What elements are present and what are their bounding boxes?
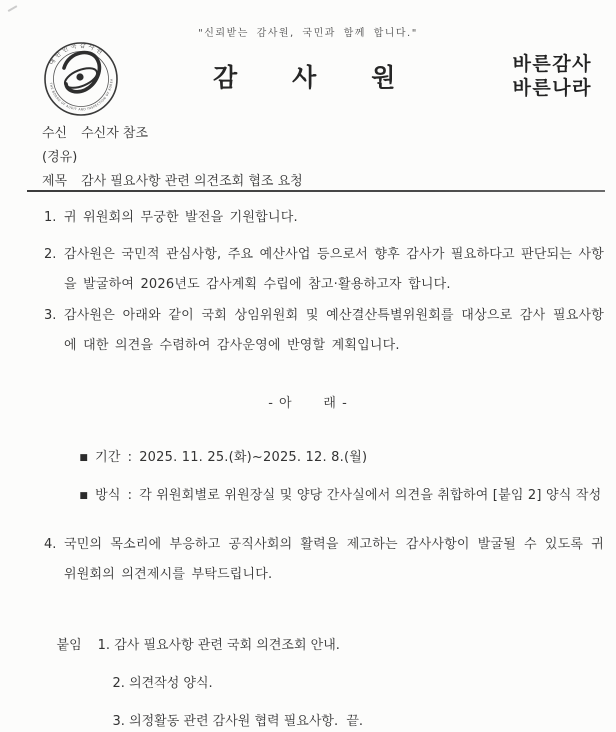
seal-center-symbol (62, 53, 100, 92)
svg-text:THE BOARD OF AUDIT AND INSPECT: THE BOARD OF AUDIT AND INSPECTION OF KOREA (48, 78, 114, 112)
scan-artifact-mark (5, 0, 18, 12)
motto-line-2: 바른나라 (512, 77, 592, 99)
below-section-label: - 아 래 - (268, 396, 348, 411)
to-label: 수신 (42, 126, 68, 141)
svg-text:대한민국감사원: 대한민국감사원 (48, 42, 106, 67)
paragraph-4-text: 국민의 목소리에 부응하고 공직사회의 활력을 제고하는 감사사항이 발굴될 수 있도록 귀 위원회의 의견제시를 부탁드립니다. (64, 537, 604, 582)
boai-seal-icon (42, 38, 120, 120)
paragraph-4 (44, 530, 604, 590)
attachment-item-3: 3. 의정활동 관련 감사원 협력 필요사항. 끝. (112, 714, 364, 729)
paragraph-1-text: 귀 위원회의 무궁한 발전을 기원합니다. (64, 210, 298, 225)
subject-value: 감사 필요사항 관련 의견조회 협조 요청 (81, 174, 303, 189)
to-value: 수신자 참조 (81, 126, 149, 141)
paragraph-2-number: 2. (44, 247, 57, 262)
attachment-row-3 (96, 695, 363, 732)
bullet-method (62, 469, 602, 518)
paragraph-3-number: 3. (44, 308, 57, 323)
bullet-method-label: 방식 (95, 488, 121, 503)
paragraph-2-text: 감사원은 국민적 관심사항, 주요 예산사업 등으로서 향후 감사가 필요하다고 판단되는 사항을 발굴하여 2026년도 감사계획 수립에 참고·활용하고자 합니다. (64, 247, 604, 292)
agency-motto (513, 52, 592, 100)
paragraph-3-text: 감사원은 아래와 같이 국회 상임위원회 및 예산결산특별위원회를 대상으로 감사 필요사항에 대한 의견을 수렴하여 감사운영에 반영할 계획입니다. (64, 308, 604, 353)
attachment-item-1: 1. 감사 필요사항 관련 국회 의견조회 안내. (97, 638, 340, 653)
header-divider (27, 190, 605, 192)
bullet-period-label: 기간 (95, 450, 121, 465)
bullet-period-value: 2025. 11. 25.(화)~2025. 12. 8.(월) (139, 450, 368, 465)
via-line: (경유) (42, 150, 78, 165)
agency-slogan: "신뢰받는 감사원, 국민과 함께 합니다." (198, 28, 418, 39)
paragraph-1-number: 1. (44, 210, 57, 225)
attachment-item-2: 2. 의견작성 양식. (112, 676, 213, 691)
bullet-method-separator: : (127, 488, 133, 503)
bullet-method-value: 각 위원회별로 위원장실 및 양당 간사실에서 의견을 취합하여 [붙임 2] 양식 작성 (139, 488, 602, 503)
paragraph-4-number: 4. (44, 537, 57, 552)
recipient-block (42, 122, 303, 194)
square-bullet-icon: ■ (79, 453, 89, 463)
paragraph-1 (44, 203, 604, 233)
subject-label: 제목 (42, 174, 68, 189)
square-bullet-icon: ■ (79, 491, 89, 501)
bullet-period-separator: : (127, 450, 133, 465)
motto-line-1: 바른감사 (512, 53, 592, 75)
paragraph-3 (44, 301, 604, 361)
paragraph-2 (44, 240, 604, 300)
agency-title: 감사원 (213, 63, 451, 92)
recipient-to-line (42, 122, 303, 146)
attachments-label: 붙임 (56, 638, 82, 653)
